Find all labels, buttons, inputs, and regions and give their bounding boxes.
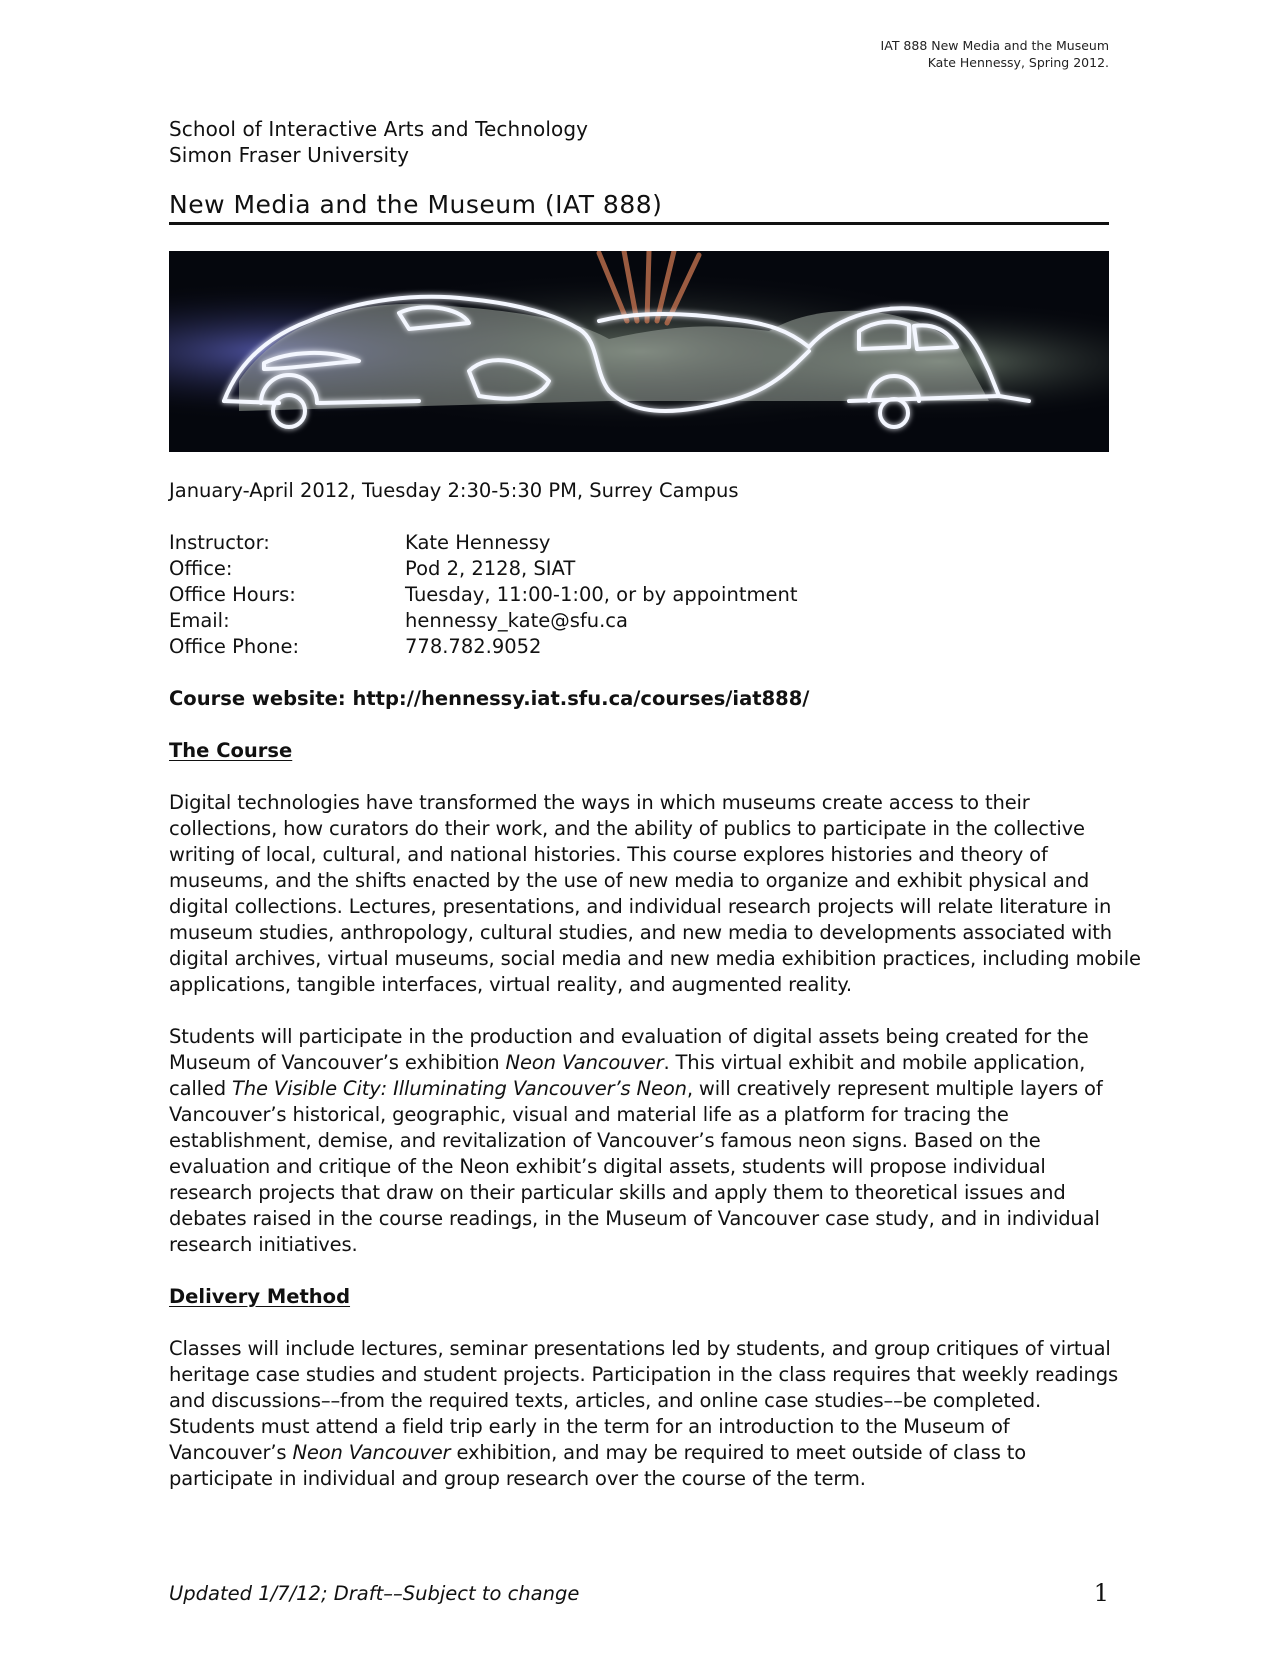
course-description-paragraph-1 (169, 790, 1141, 998)
course-title: New Media and the Museum (IAT 888) (169, 190, 663, 219)
running-header-line2: Kate Hennessy, Spring 2012. (927, 55, 1109, 70)
exhibition-title: Neon Vancouver (505, 1051, 664, 1074)
page-number: 1 (1093, 1579, 1109, 1607)
paragraph-line: Students must attend a field trip early in the term for an introduction to the Museum of (169, 1415, 1010, 1438)
paragraph-line: heritage case studies and student projects. Participation in the class requires that weekly readings (169, 1363, 1118, 1386)
text-run: called (169, 1077, 233, 1100)
paragraph-line: writing of local, cultural, and national histories. This course explores histories and theory of (169, 843, 1048, 866)
running-header (881, 37, 1109, 71)
paragraph-line: Digital technologies have transformed the ways in which museums create access to their (169, 791, 1030, 814)
paragraph-line (169, 1440, 1109, 1466)
section-heading-the-course: The Course (169, 739, 293, 762)
info-label: Office: (169, 557, 233, 580)
paragraph-line: Vancouver’s historical, geographic, visual and material life as a platform for tracing the (169, 1103, 1009, 1126)
paragraph-line: participate in individual and group research over the course of the term. (169, 1467, 866, 1490)
paragraph-line: collections, how curators do their work, and the ability of publics to participate in the collective (169, 817, 1085, 840)
instructor-info (169, 530, 1109, 660)
text-run: , will creatively represent multiple layers of (686, 1077, 1103, 1100)
exhibition-title: Neon Vancouver (292, 1441, 451, 1464)
footer-note: Updated 1/7/12; Draft––Subject to change (169, 1582, 580, 1605)
info-row-email (169, 608, 1109, 634)
delivery-method-paragraph (169, 1336, 1118, 1492)
paragraph-line: debates raised in the course readings, in the Museum of Vancouver case study, and in individual (169, 1207, 1100, 1230)
paragraph-line: digital collections. Lectures, presentations, and individual research projects will relate literature in (169, 895, 1112, 918)
paragraph-line: applications, tangible interfaces, virtual reality, and augmented reality. (169, 973, 852, 996)
text-run: . This virtual exhibit and mobile application, (663, 1051, 1086, 1074)
neon-cars-banner-image (169, 251, 1109, 452)
paragraph-line: establishment, demise, and revitalization of Vancouver’s famous neon signs. Based on the (169, 1129, 1041, 1152)
email-address: hennessy_kate@sfu.ca (405, 609, 628, 632)
paragraph-line (169, 1050, 1109, 1076)
instructor-name: Kate Hennessy (405, 531, 551, 554)
paragraph-line: museum studies, anthropology, cultural studies, and new media to developments associated with (169, 921, 1112, 944)
course-website: Course website: http://hennessy.iat.sfu.ca/courses/iat888/ (169, 687, 810, 710)
info-label: Instructor: (169, 531, 270, 554)
course-title-rule (169, 190, 1109, 225)
schedule-line: January-April 2012, Tuesday 2:30-5:30 PM, Surrey Campus (169, 479, 739, 502)
office-location: Pod 2, 2128, SIAT (405, 557, 576, 580)
info-label: Office Hours: (169, 583, 296, 606)
paragraph-line: research projects that draw on their particular skills and apply them to theoretical issues and (169, 1181, 1066, 1204)
paragraph-line: and discussions––from the required texts, articles, and online case studies––be completed. (169, 1389, 1041, 1412)
paragraph-line: Classes will include lectures, seminar presentations led by students, and group critiques of virtual (169, 1337, 1111, 1360)
paragraph-line (169, 1076, 1109, 1102)
text-run: Museum of Vancouver’s exhibition (169, 1051, 506, 1074)
document-body (169, 116, 1141, 1492)
info-label: Email: (169, 609, 230, 632)
paragraph-line: digital archives, virtual museums, social media and new media exhibition practices, including mobile (169, 947, 1141, 970)
university-name: Simon Fraser University (169, 143, 410, 167)
paragraph-line: research initiatives. (169, 1233, 358, 1256)
office-hours: Tuesday, 11:00-1:00, or by appointment (405, 583, 798, 606)
info-row-office (169, 556, 1109, 582)
paragraph-line: museums, and the shifts enacted by the use of new media to organize and exhibit physical and (169, 869, 1090, 892)
paragraph-line: evaluation and critique of the Neon exhibit’s digital assets, students will propose individual (169, 1155, 1046, 1178)
info-row-instructor (169, 530, 1109, 556)
text-run: exhibition, and may be required to meet outside of class to (450, 1441, 1027, 1464)
institution-block (169, 116, 1109, 168)
info-row-office-hours (169, 582, 1109, 608)
course-description-paragraph-2 (169, 1024, 1109, 1258)
paragraph-line: Students will participate in the production and evaluation of digital assets being created for the (169, 1025, 1089, 1048)
text-run: Vancouver’s (169, 1441, 293, 1464)
info-row-phone (169, 634, 1109, 660)
office-phone: 778.782.9052 (405, 635, 542, 658)
section-heading-delivery-method: Delivery Method (169, 1285, 351, 1308)
info-label: Office Phone: (169, 635, 300, 658)
running-header-line1: IAT 888 New Media and the Museum (880, 38, 1109, 53)
school-name: School of Interactive Arts and Technology (169, 117, 589, 141)
project-title: The Visible City: Illuminating Vancouver’s Neon (232, 1077, 687, 1100)
